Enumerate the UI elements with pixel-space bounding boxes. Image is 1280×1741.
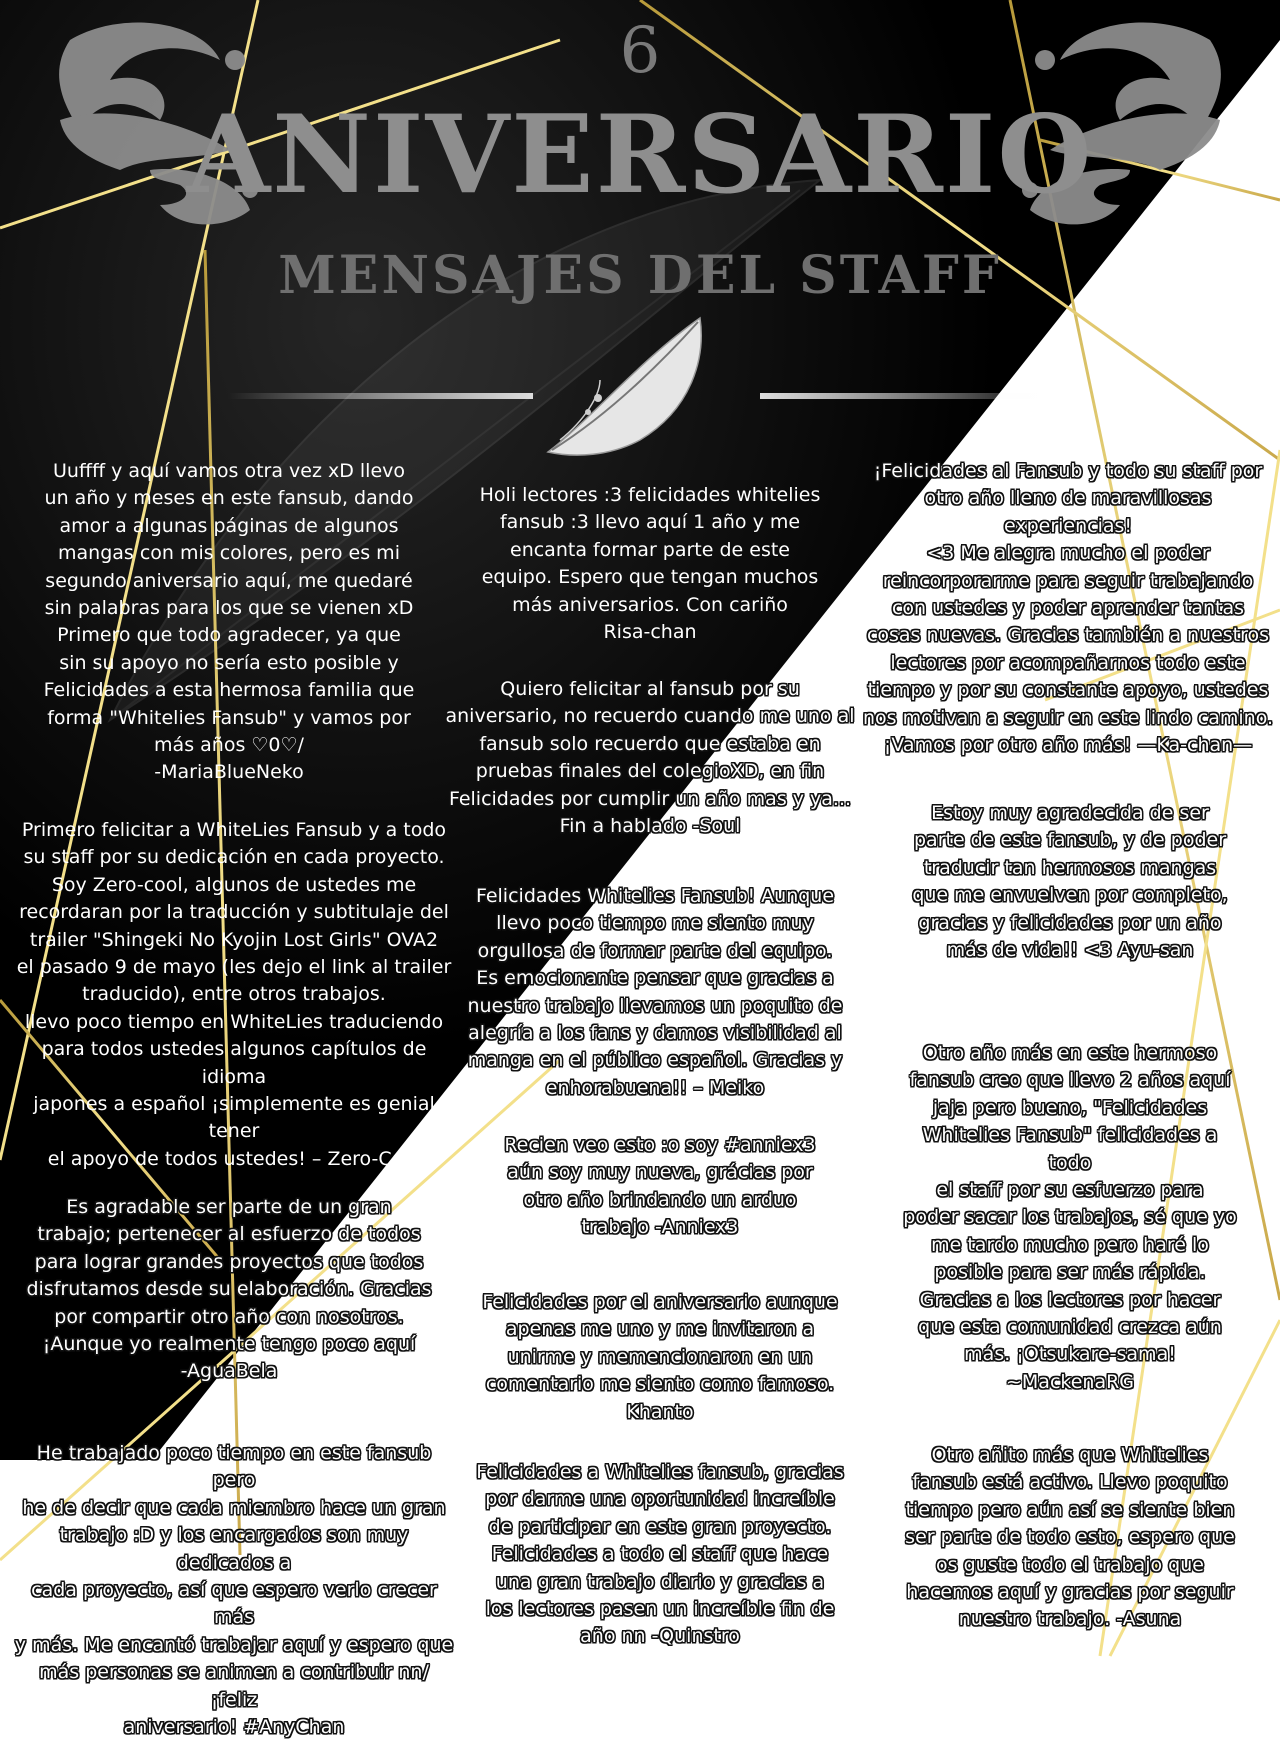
left-rule bbox=[228, 393, 533, 399]
anniversary-number: 6 bbox=[619, 14, 661, 88]
message-aguabela: Es agradable ser parte de un gran trabajo; pertenecer al esfuerzo de todos para lograr grandes proyectos que todos disfrutamos desde su elaboración. Gracias por compartir otro año con nosotros. ¡Aunque yo realmente tengo poco aquí -AguaBela bbox=[26, 1196, 432, 1383]
message-soul: Quiero felicitar al fansub por su aniversario, no recuerdo cuando me uno al fansub solo recuerdo que estaba en pruebas finales del colegioXD, en fin Felicidades por cumplir un año mas y ya... Fin a hablado -Soul bbox=[445, 678, 855, 838]
message-anniex3: Recien veo esto :o soy #anniex3 aún soy muy nueva, grácias por otro año brindando un arduo trabajo -Anniex3 bbox=[504, 1134, 816, 1239]
message-asuna: Otro añito más que Whitelies fansub está activo. Llevo poquito tiempo pero aún así se siente bien ser parte de todo esto, espero que os guste todo el trabajo que hacemos aquí y gracias por seguir nuestro trabajo. -Asuna bbox=[905, 1444, 1235, 1631]
message-khanto: Felicidades por el aniversario aunque apenas me uno y me invitaron a unirme y memencionaron en un comentario me siento como famoso. Khanto bbox=[482, 1291, 838, 1423]
message-risa-chan: Holi lectores :3 felicidades whitelies fansub :3 llevo aquí 1 año y me encanta formar parte de este equipo. Espero que tengan muchos más aniversarios. Con cariño Risa-chan bbox=[479, 484, 821, 644]
message-ayu-san: Estoy muy agradecida de ser parte de este fansub, y de poder traducir tan hermosos mangas que me envuelven por completo, gracias y felicidades por un año más de vida!! <3 Ayu-san bbox=[912, 802, 1228, 962]
right-rule bbox=[760, 393, 1065, 399]
message-meiko: Felicidades Whitelies Fansub! Aunque llevo poco tiempo me siento muy orgullosa de formar parte del equipo. Es emocionante pensar que gracias a nuestro trabajo llevamos un poquito de alegría a los fans y damos visibilidad al manga en el público español. Gracias y enhorabuena!! – Meiko bbox=[467, 885, 843, 1099]
message-ka-chan: ¡Felicidades al Fansub y todo su staff por otro año lleno de maravillosas experiencias! <3 Me alegra mucho el poder reincorporarme para seguir trabajando con ustedes y poder aprender tantas cosas nuevas. Gracias también a nuestros lectores por acompañarnos todo este tiempo y por su constante apoyo, ustedes nos motivan a seguir en este lindo camino. ¡Vamos por otro año más! —Ka-chan— bbox=[862, 460, 1274, 757]
page-subtitle: MENSAJES DEL STAFF bbox=[278, 245, 1002, 306]
message-quinstro: Felicidades a Whitelies fansub, gracias por darme una oportunidad increíble de participar en este gran proyecto. Felicidades a todo el staff que hace una gran trabajo diario y gracias a los lectores pasen un increíble fin de año nn -Quinstro bbox=[476, 1461, 844, 1648]
page-title: ANIVERSARIO bbox=[186, 92, 1094, 218]
message-marianeko: Uuffff y aquí vamos otra vez xD llevo un año y meses en este fansub, dando amor a algunas páginas de algunos mangas con mis colores, pero es mi segundo aniversario aquí, me quedaré sin palabras para los que se vienen xD Primero que todo agradecer, ya que sin su apoyo no sería esto posible y Felicidades a esta hermosa familia que forma "Whitelies Fansub" y vamos por más años ♡0♡/ -MariaBlueNeko bbox=[43, 460, 415, 784]
message-mackenarg: Otro año más en este hermoso fansub creo que llevo 2 años aquí jaja pero bueno, "Felicidades Whitelies Fansub" felicidades a todo el staff por su esfuerzo para poder sacar los trabajos, sé que yo me tardo mucho pero haré lo posible para ser más rápida. Gracias a los lectores por hacer que esta comunidad crezca aún más. ¡Otsukare-sama! ~MackenaRG bbox=[903, 1042, 1237, 1393]
message-anychan: He trabajado poco tiempo en este fansub pero he de decir que cada miembro hace un gran trabajo :D y los encargados son muy dedicados a cada proyecto, así que espero verlo crecer más y más. Me encantó trabajar aquí y espero que más personas se animen a contribuir nn/ ¡feliz aniversario! #AnyChan bbox=[14, 1442, 454, 1739]
message-zero-cool: Primero felicitar a WhiteLies Fansub y a todo su staff por su dedicación en cada proyecto. Soy Zero-cool, algunos de ustedes me recordaran por la traducción y subtitulaje del trailer "Shingeki No Kyojin Lost Girls" OVA2 el pasado 9 de mayo (les dejo el link al trailer traducido), entre otros trabajos. llevo poco tiempo en WhiteLies traduciendo para todos ustedes algunos capítulos de idioma japones a español ¡simplemente es genial tener el apoyo de todos ustedes! – Zero-Cool bbox=[16, 819, 452, 1170]
